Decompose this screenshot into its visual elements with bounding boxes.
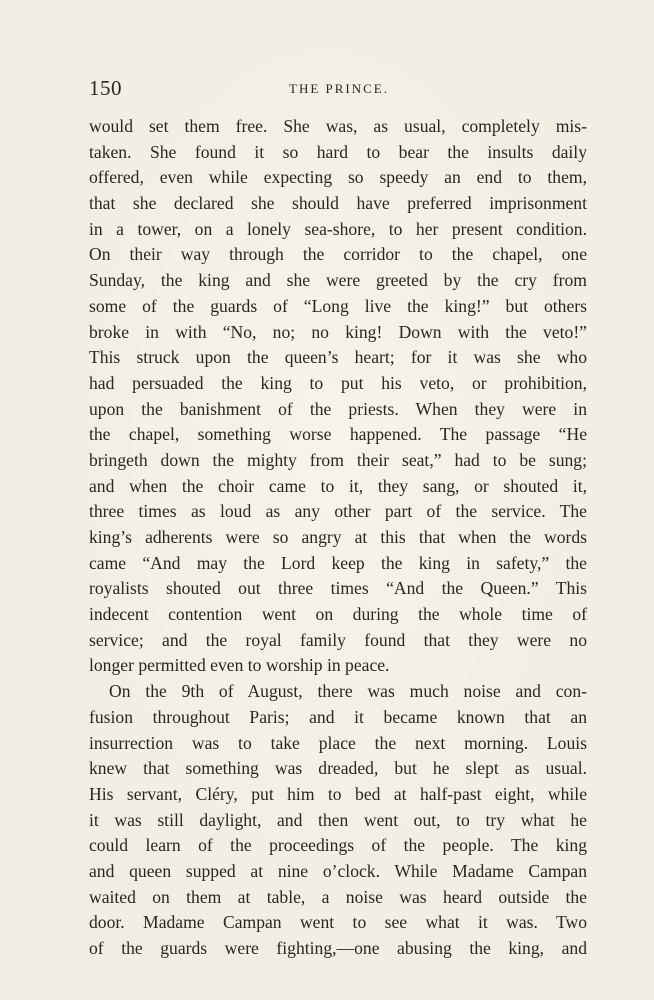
- text-line: knew that something was dreaded, but he slept as usual.: [89, 758, 587, 779]
- text-line: His servant, Cléry, put him to bed at half-past eight, while: [89, 783, 587, 804]
- text-line: Sunday, the king and she were greeted by the cry from: [89, 270, 587, 291]
- text-line: waited on them at table, a noise was heard outside the: [89, 886, 587, 907]
- text-line: This struck upon the queen’s heart; for it was she who: [89, 347, 587, 368]
- text-line: in a tower, on a lonely sea-shore, to her present condition.: [89, 218, 587, 239]
- text-line: some of the guards of “Long live the king!” but others: [89, 295, 587, 316]
- paragraph-1: [89, 114, 587, 679]
- text-line: broke in with “No, no; no king! Down with the veto!”: [89, 321, 587, 342]
- text-line: offered, even while expecting so speedy an end to them,: [89, 167, 587, 188]
- text-line: three times as loud as any other part of the service. The: [89, 501, 587, 522]
- text-line: the chapel, something worse happened. The passage “He: [89, 424, 587, 445]
- text-line: had persuaded the king to put his veto, or prohibition,: [89, 372, 587, 393]
- text-line: and when the choir came to it, they sang, or shouted it,: [89, 475, 587, 496]
- text-line: fusion throughout Paris; and it became known that an: [89, 706, 587, 727]
- text-line: indecent contention went on during the whole time of: [89, 604, 587, 625]
- text-line: upon the banishment of the priests. When they were in: [89, 398, 587, 419]
- text-line: royalists shouted out three times “And the Queen.” This: [89, 578, 587, 599]
- text-line: that she declared she should have preferred imprisonment: [89, 193, 587, 214]
- running-head: THE PRINCE.: [289, 81, 389, 96]
- paragraph-2: [89, 679, 587, 962]
- text-line: taken. She found it so hard to bear the insults daily: [89, 141, 587, 162]
- text-line: On the 9th of August, there was much noise and con-: [109, 681, 587, 702]
- text-line: and queen supped at nine o’clock. While Madame Campan: [89, 860, 587, 881]
- text-line: bringeth down the mighty from their seat,” had to be sung;: [89, 449, 587, 470]
- text-line: it was still daylight, and then went out, to try what he: [89, 809, 587, 830]
- text-line: of the guards were fighting,—one abusing the king, and: [89, 938, 587, 958]
- page-header: [89, 76, 587, 100]
- text-line: insurrection was to take place the next morning. Louis: [89, 732, 587, 753]
- text-line: could learn of the proceedings of the people. The king: [89, 835, 587, 856]
- page-number: 150: [89, 76, 122, 100]
- text-line: On their way through the corridor to the chapel, one: [89, 244, 587, 265]
- text-line: would set them free. She was, as usual, completely mis-: [89, 116, 587, 136]
- text-line: service; and the royal family found that they were no: [89, 629, 587, 650]
- text-line: door. Madame Campan went to see what it was. Two: [89, 912, 587, 933]
- text-line: king’s adherents were so angry at this that when the words: [89, 527, 587, 547]
- body-text: [89, 114, 587, 962]
- text-line: came “And may the Lord keep the king in safety,” the: [89, 552, 587, 573]
- text-line: longer permitted even to worship in peace.: [89, 655, 390, 676]
